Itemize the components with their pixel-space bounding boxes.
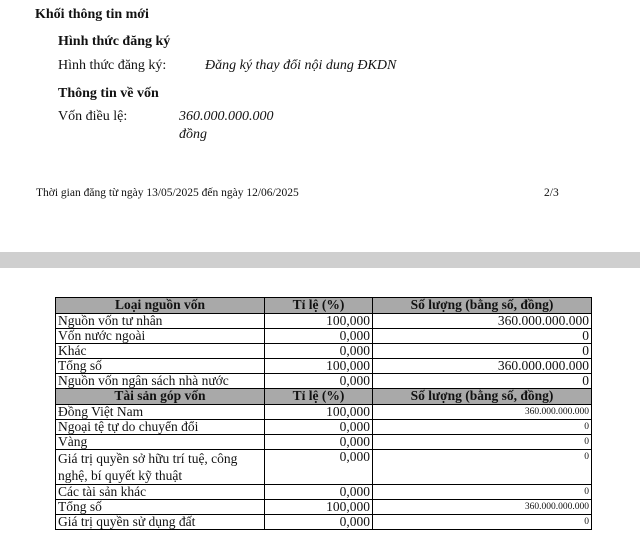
cell-name: Vàng <box>56 435 265 450</box>
section-title: Khối thông tin mới <box>35 7 149 22</box>
cell-rate: 100,000 <box>265 405 373 420</box>
cell-amount: 360.000.000.000 <box>373 314 592 329</box>
table-row <box>56 405 592 420</box>
col-header-amount: Số lượng (bằng số, đồng) <box>373 298 592 314</box>
col-header-rate: Tỉ lệ (%) <box>265 298 373 314</box>
registration-label: Hình thức đăng ký: <box>58 58 167 73</box>
col-header-rate: Tỉ lệ (%) <box>265 389 373 405</box>
table-row <box>56 515 592 530</box>
table-row <box>56 420 592 435</box>
cell-rate: 0,000 <box>265 450 373 485</box>
table-row <box>56 450 592 485</box>
col-header-asset: Tài sản góp vốn <box>56 389 265 405</box>
table-row <box>56 500 592 515</box>
capital-value: 360.000.000.000 <box>179 109 274 124</box>
cell-amount: 360.000.000.000 <box>373 500 592 515</box>
cell-name: Ngoại tệ tự do chuyển đổi <box>56 420 265 435</box>
table-row <box>56 314 592 329</box>
capital-unit: đồng <box>179 127 207 142</box>
cell-amount: 360.000.000.000 <box>373 405 592 420</box>
cell-rate: 0,000 <box>265 329 373 344</box>
cell-amount: 0 <box>373 435 592 450</box>
capital-table <box>55 297 592 530</box>
document-page-2 <box>0 268 640 553</box>
page-separator <box>0 252 640 268</box>
page-number: 2/3 <box>544 187 559 199</box>
cell-rate: 0,000 <box>265 485 373 500</box>
cell-name: Khác <box>56 344 265 359</box>
col-header-amount: Số lượng (bằng số, đồng) <box>373 389 592 405</box>
cell-rate: 0,000 <box>265 344 373 359</box>
cell-amount: 0 <box>373 485 592 500</box>
table-row <box>56 344 592 359</box>
cell-amount: 0 <box>373 420 592 435</box>
cell-name: Các tài sản khác <box>56 485 265 500</box>
capital-heading: Thông tin về vốn <box>58 86 159 101</box>
cell-rate: 0,000 <box>265 374 373 389</box>
table1-header-row <box>56 298 592 314</box>
document-page-1 <box>0 0 640 252</box>
cell-name: Tổng số <box>56 359 265 374</box>
cell-amount: 0 <box>373 344 592 359</box>
cell-rate: 0,000 <box>265 420 373 435</box>
cell-rate: 100,000 <box>265 314 373 329</box>
table-row <box>56 435 592 450</box>
table-row <box>56 485 592 500</box>
cell-amount: 0 <box>373 329 592 344</box>
cell-name: Giá trị quyền sử dụng đất <box>56 515 265 530</box>
cell-name: Giá trị quyền sở hữu trí tuệ, công nghệ, bí quyết kỹ thuật <box>56 450 265 485</box>
cell-name: Vốn nước ngoài <box>56 329 265 344</box>
cell-rate: 0,000 <box>265 515 373 530</box>
cell-amount: 0 <box>373 374 592 389</box>
capital-label: Vốn điều lệ: <box>58 109 128 124</box>
cell-name: Nguồn vốn tư nhân <box>56 314 265 329</box>
table2-header-row <box>56 389 592 405</box>
cell-rate: 100,000 <box>265 500 373 515</box>
registration-value: Đăng ký thay đổi nội dung ĐKDN <box>205 58 397 73</box>
col-header-source: Loại nguồn vốn <box>56 298 265 314</box>
cell-amount: 360.000.000.000 <box>373 359 592 374</box>
table-row <box>56 359 592 374</box>
table-row <box>56 329 592 344</box>
cell-amount: 0 <box>373 515 592 530</box>
footer-period: Thời gian đăng từ ngày 13/05/2025 đến ngày 12/06/2025 <box>36 187 299 199</box>
cell-name: Đồng Việt Nam <box>56 405 265 420</box>
cell-name: Nguồn vốn ngân sách nhà nước <box>56 374 265 389</box>
cell-rate: 100,000 <box>265 359 373 374</box>
registration-heading: Hình thức đăng ký <box>58 34 171 49</box>
table-row <box>56 374 592 389</box>
cell-rate: 0,000 <box>265 435 373 450</box>
cell-name: Tổng số <box>56 500 265 515</box>
cell-amount: 0 <box>373 450 592 485</box>
